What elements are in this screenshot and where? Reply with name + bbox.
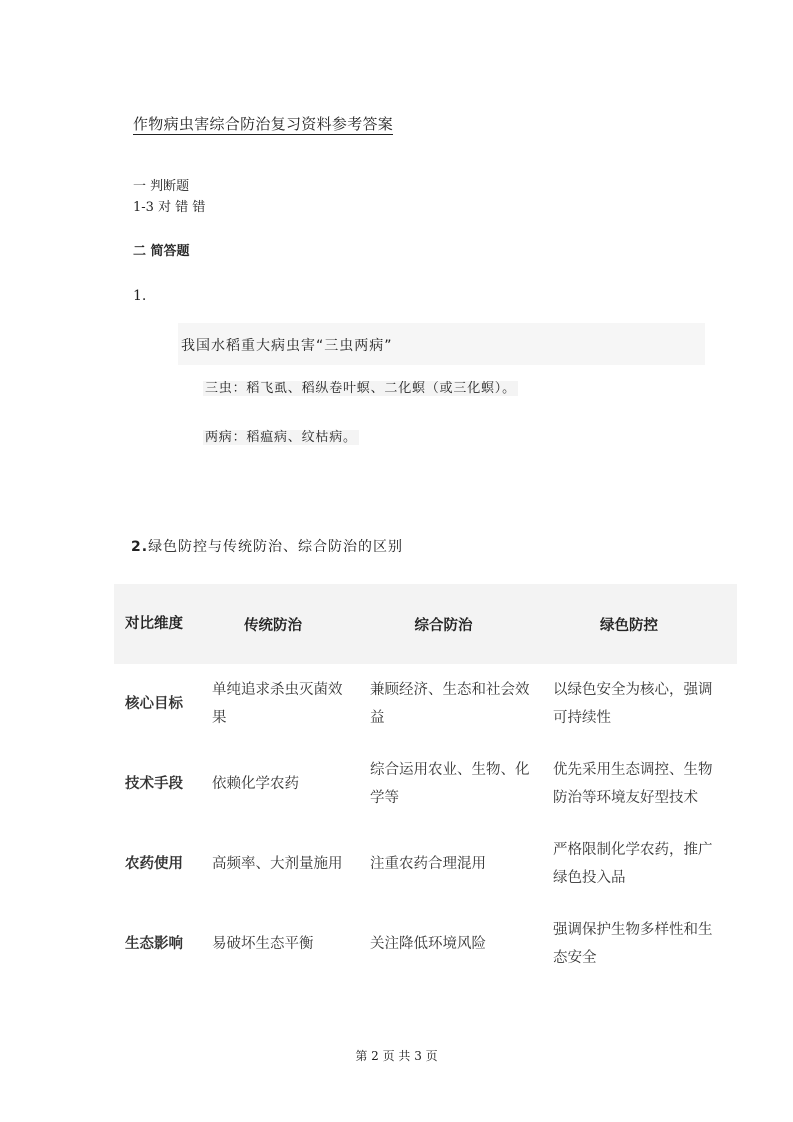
comparison-table bbox=[114, 584, 737, 984]
section1-answer: 1-3 对 错 错 bbox=[133, 200, 206, 215]
table-header-cell: 对比维度 bbox=[114, 584, 194, 664]
table-cell: 综合运用农业、生物、化学等 bbox=[370, 762, 530, 806]
table-row bbox=[114, 904, 737, 984]
table-header-row bbox=[114, 584, 737, 664]
table-cell: 以绿色安全为核心，强调可持续性 bbox=[553, 682, 713, 726]
question2-number: 2. bbox=[131, 539, 149, 555]
table-cell: 高频率、大剂量施用 bbox=[212, 856, 343, 872]
table-cell: 优先采用生态调控、生物防治等环境友好型技术 bbox=[553, 762, 713, 806]
q1-box-title-text: 我国水稻重大病虫害“三虫两病” bbox=[181, 338, 393, 354]
table-cell: 注重农药合理混用 bbox=[370, 856, 486, 872]
table-cell: 严格限制化学农药，推广绿色投入品 bbox=[553, 842, 713, 886]
question2-heading bbox=[131, 536, 403, 556]
table-cell: 关注降低环境风险 bbox=[370, 936, 486, 952]
table-header-cell: 绿色防控 bbox=[535, 584, 737, 664]
table-cell-dimension: 技术手段 bbox=[125, 776, 183, 792]
table-header-cell: 综合防治 bbox=[352, 584, 535, 664]
table-cell-dimension: 核心目标 bbox=[125, 696, 183, 712]
table-cell: 兼顾经济、生态和社会效益 bbox=[370, 682, 530, 726]
table-row bbox=[114, 664, 737, 744]
table-cell-dimension: 生态影响 bbox=[125, 936, 183, 952]
question2-title: 绿色防控与传统防治、综合防治的区别 bbox=[148, 539, 404, 555]
q1-diseases-label: 两病： bbox=[205, 430, 247, 445]
q1-diseases-line bbox=[203, 426, 359, 448]
table-header-cell: 传统防治 bbox=[194, 584, 352, 664]
page-footer: 第 2 页 共 3 页 bbox=[355, 1049, 438, 1063]
q1-diseases bbox=[203, 430, 359, 445]
table-cell-dimension: 农药使用 bbox=[125, 856, 183, 872]
table-row bbox=[114, 744, 737, 824]
q1-diseases-text: 稻瘟病、纹枯病。 bbox=[246, 430, 357, 445]
table-cell: 强调保护生物多样性和生态安全 bbox=[553, 922, 713, 966]
document-title: 作物病虫害综合防治复习资料参考答案 bbox=[133, 115, 394, 133]
q1-insects-line bbox=[203, 377, 518, 399]
table-cell: 单纯追求杀虫灭菌效果 bbox=[212, 682, 343, 726]
q1-insects-text: 稻飞虱、稻纵卷叶螟、二化螟（或三化螟）。 bbox=[246, 381, 516, 396]
section2-heading: 二 简答题 bbox=[133, 244, 190, 259]
question1-number: 1. bbox=[133, 288, 147, 304]
section1-heading: 一 判断题 bbox=[133, 179, 190, 194]
table-cell: 依赖化学农药 bbox=[212, 776, 299, 792]
q1-insects bbox=[203, 381, 518, 396]
q1-box-title bbox=[178, 323, 705, 365]
table-row bbox=[114, 824, 737, 904]
q1-insects-label: 三虫： bbox=[205, 381, 247, 396]
table-cell: 易破坏生态平衡 bbox=[212, 936, 314, 952]
